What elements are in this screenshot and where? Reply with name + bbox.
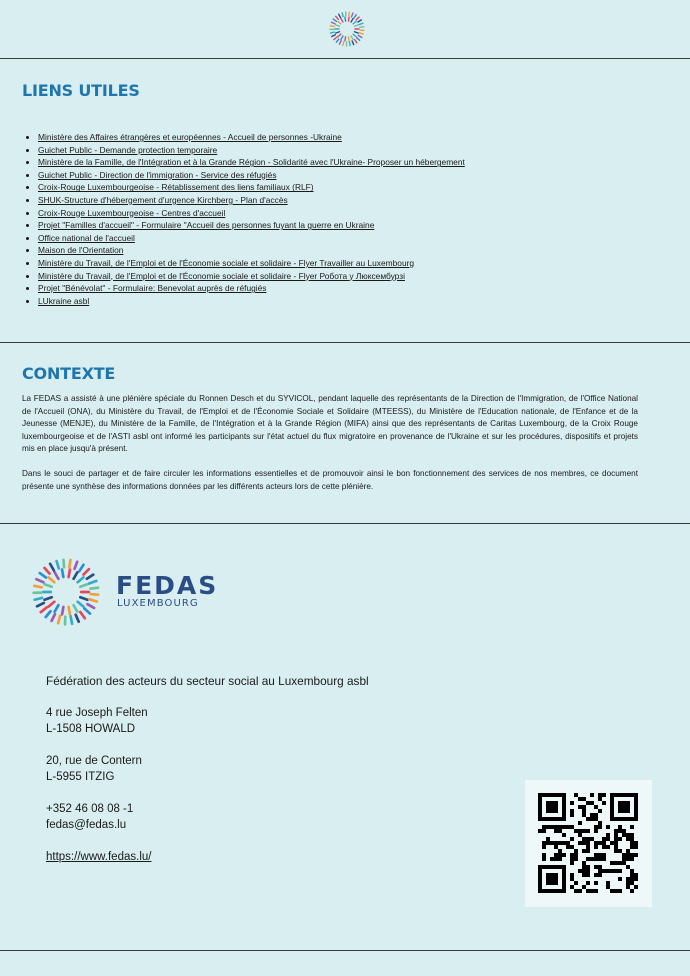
qr-code[interactable] (525, 780, 652, 907)
link-ona[interactable]: Office national de l'accueil (38, 232, 135, 243)
link-shuk[interactable]: SHUK-Structure d'hébergement d'urgence Kirchberg - Plan d'accès (38, 194, 288, 205)
list-item (38, 194, 465, 207)
list-item (38, 282, 465, 295)
address-1-city: L-1508 HOWALD (46, 723, 136, 735)
links-heading: LIENS UTILES (22, 81, 140, 100)
context-paragraph-1: La FEDAS a assisté à une plénière spéciale du Ronnen Desch et du SYVICOL, pendant laquelle des représentants de la Direction de l'Immigration, de l'Office National de l'Accueil (ONA), du Ministère du Travail, de l'Emploi et de l'Économie Sociale et Solidaire (MTEESS), du Ministère de l'Education nationale, de l'Enfance et de la Jeunesse (MENJE), du Ministère de la Famille, de l'Intégration et à la Grande Région (MIFA) ainsi que des représentants de Caritas Luxembourg, de la Croix Rouge luxembourgeoise et de l'ASTI asbl ont informé les participants sur l'état actuel du flux migratoire en provenance de l'Ukraine et sur les procédures, dispositifs et projets mis en place jusqu'à présent. (22, 394, 638, 454)
useful-links-list (22, 131, 465, 307)
email-address: fedas@fedas.lu (46, 819, 127, 831)
website-link[interactable]: https://www.fedas.lu/ (46, 851, 152, 863)
brand-name: FEDAS (116, 571, 219, 600)
link-maison-orientation[interactable]: Maison de l'Orientation (38, 245, 124, 256)
list-item (38, 169, 465, 182)
divider (0, 523, 690, 524)
address-2-city: L-5955 ITZIG (46, 771, 115, 783)
divider (0, 950, 690, 951)
website-link-wrap (46, 851, 151, 863)
qr-code-icon (525, 780, 652, 907)
link-famille-hebergement[interactable]: Ministère de la Famille, de l'Intégration et à la Grande Région - Solidarité avec l'Ukraine- Proposer un hébergement (38, 157, 465, 168)
link-flyer-travailler[interactable]: Ministère du Travail, de l'Emploi et de l'Économie sociale et solidaire - Flyer Travailler au Luxembourg (38, 257, 415, 268)
list-item (38, 244, 465, 257)
divider (0, 58, 690, 59)
address-1-street: 4 rue Joseph Felten (46, 707, 148, 719)
list-item (38, 270, 465, 283)
link-croix-rouge-rlf[interactable]: Croix-Rouge Luxembourgeoise - Rétablissement des liens familiaux (RLF) (38, 182, 314, 193)
divider (0, 342, 690, 343)
phone-number: +352 46 08 08 -1 (46, 803, 134, 815)
brand-subtitle: LUXEMBOURG (117, 598, 199, 609)
fedas-burst-logo-icon (327, 9, 367, 49)
list-item (38, 181, 465, 194)
list-item (38, 257, 465, 270)
link-familles-accueil[interactable]: Projet "Familles d'accueil" - Formulaire "Accueil des personnes fuyant la guerre en Ukraine (38, 220, 375, 231)
link-guichet-refugies[interactable]: Guichet Public - Direction de l'immigration - Service des réfugiés (38, 169, 277, 180)
fedas-logo-icon (28, 554, 104, 630)
organization-name: Fédération des acteurs du secteur social au Luxembourg asbl (46, 674, 369, 688)
link-flyer-ukrainian[interactable]: Ministère du Travail, de l'Emploi et de l'Économie sociale et solidaire - Flyer Робота у Люксембурзі (38, 270, 405, 281)
list-item (38, 219, 465, 232)
link-croix-rouge-centres[interactable]: Croix-Rouge Luxembourgeoise - Centres d'accueil (38, 207, 226, 218)
address-2-street: 20, rue de Contern (46, 755, 142, 767)
list-item (38, 295, 465, 308)
list-item (38, 144, 465, 157)
list-item (38, 232, 465, 245)
link-benevolat[interactable]: Projet "Bénévolat" - Formulaire: Benevolat auprès de réfugiés (38, 283, 267, 294)
list-item (38, 156, 465, 169)
link-guichet-protection[interactable]: Guichet Public - Demande protection temporaire (38, 144, 218, 155)
link-mae-ukraine[interactable]: Ministère des Affaires étrangères et européennes - Accueil de personnes -Ukraine (38, 132, 342, 142)
link-lukraine-asbl[interactable]: LUkraine asbl (38, 295, 90, 306)
list-item (38, 207, 465, 220)
context-paragraph-2: Dans le souci de partager et de faire circuler les informations essentielles et de promouvoir ainsi le bon fonctionnement des services de nos membres, ce document présente une synthèse des informations données par les différents acteurs lors de cette plénière. (22, 469, 638, 491)
list-item (38, 131, 465, 144)
context-heading: CONTEXTE (22, 364, 116, 383)
